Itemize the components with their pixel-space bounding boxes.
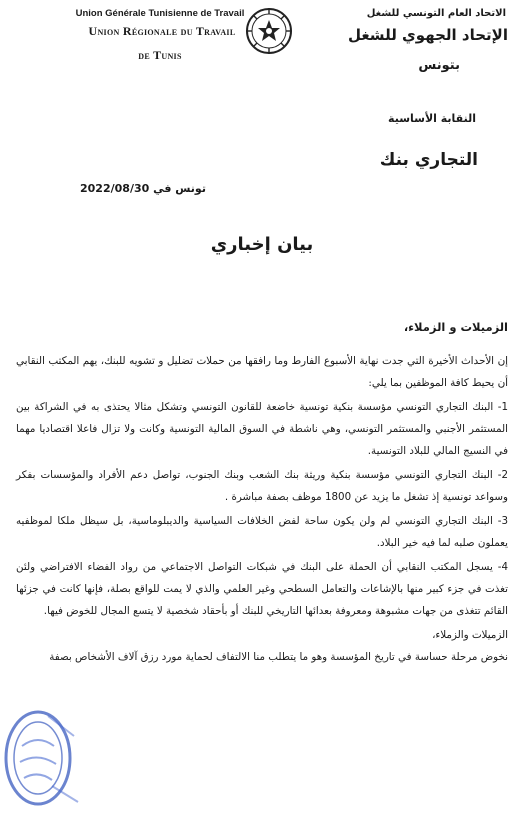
body-closing: نخوض مرحلة حساسة في تاريخ المؤسسة وهو ما يتطلب منا الالتفاف لحماية مورد رزق آلاف الأشخاص بصفة xyxy=(49,651,508,663)
body-point-2: 2- البنك التجاري التونسي مؤسسة بنكية وريثة بنك الشعب وبنك الجنوب، تواصل دعم الأفراد والمؤسسات بفكر وسواعد تونسية إذ تشغل ما يزيد عن 1800 موظف بصفة مباشرة . xyxy=(16,469,508,503)
header-fr-city: de Tunis xyxy=(138,48,182,62)
body-intro: إن الأحداث الأخيرة التي جدت نهاية الأسبوع الفارط وما رافقها من حملات تضليل و تشويه للبنك، يهم المكتب النقابي أن يحيط كافة الموظفين بما يلي: xyxy=(16,355,508,389)
header-ar-regional-union: الإتحاد الجهوي للشغل xyxy=(347,26,508,44)
header-fr-federation: Union Générale Tunisienne de Travail xyxy=(75,8,245,19)
body-point-3: 3- البنك التجاري التونسي لم ولن يكون ساحة لفض الخلافات السياسية والديبلوماسية، بل سيظل ملكا لموظفيه يعملون صلبه لما فيه خير البلاد. xyxy=(16,515,508,549)
union-stamp-icon xyxy=(4,706,84,810)
document-body xyxy=(16,350,508,670)
salutation: الزميلات و الزملاء، xyxy=(403,320,508,334)
body-salutation: الزميلات والزملاء، xyxy=(432,629,508,641)
header-ar-basic-union: النقابة الأساسية xyxy=(388,112,476,125)
body-point-4: 4- يسجل المكتب النقابي أن الحملة على البنك في شبكات التواصل الاجتماعي من رواد الفضاء الافتراضي ولئن تغذت في جزء كبير منها بالإشاعات والتعامل السطحي وغير العلمي والذي لا يمت للواقع بصلة، فإنها كانت في جزئها القائم تتغذى من جهات مشبوهة ومعروفة بعدائها التاريخي للبنك أو بأحقاد شخصية لا يتسع المجال للخوض فيها. xyxy=(16,561,508,617)
header-ar-city: بتونس xyxy=(418,58,460,73)
header-ar-federation: الاتحاد العام التونسي للشغل xyxy=(366,8,506,19)
body-point-1: 1- البنك التجاري التونسي مؤسسة بنكية تونسية خاضعة للقانون التونسي وتشكل مثالا يحتذى به في الشراكة بين المستثمر الأجنبي والمستثمر التونسي، وهي ناشطة في السوق المالية التونسية وكانت ولا تزال فاعلا اقتصاديا مهما في النسيج المالي للبلاد التونسية. xyxy=(16,401,508,457)
header-ar-bank-name: التجاري بنك xyxy=(379,150,478,170)
document-date: تونس في 2022/08/30 xyxy=(80,182,206,195)
document-title: بيان إخباري xyxy=(210,234,314,255)
header-fr-regional-union: Union Régionale du Travail xyxy=(88,24,236,38)
ugtt-emblem-icon xyxy=(244,6,294,56)
